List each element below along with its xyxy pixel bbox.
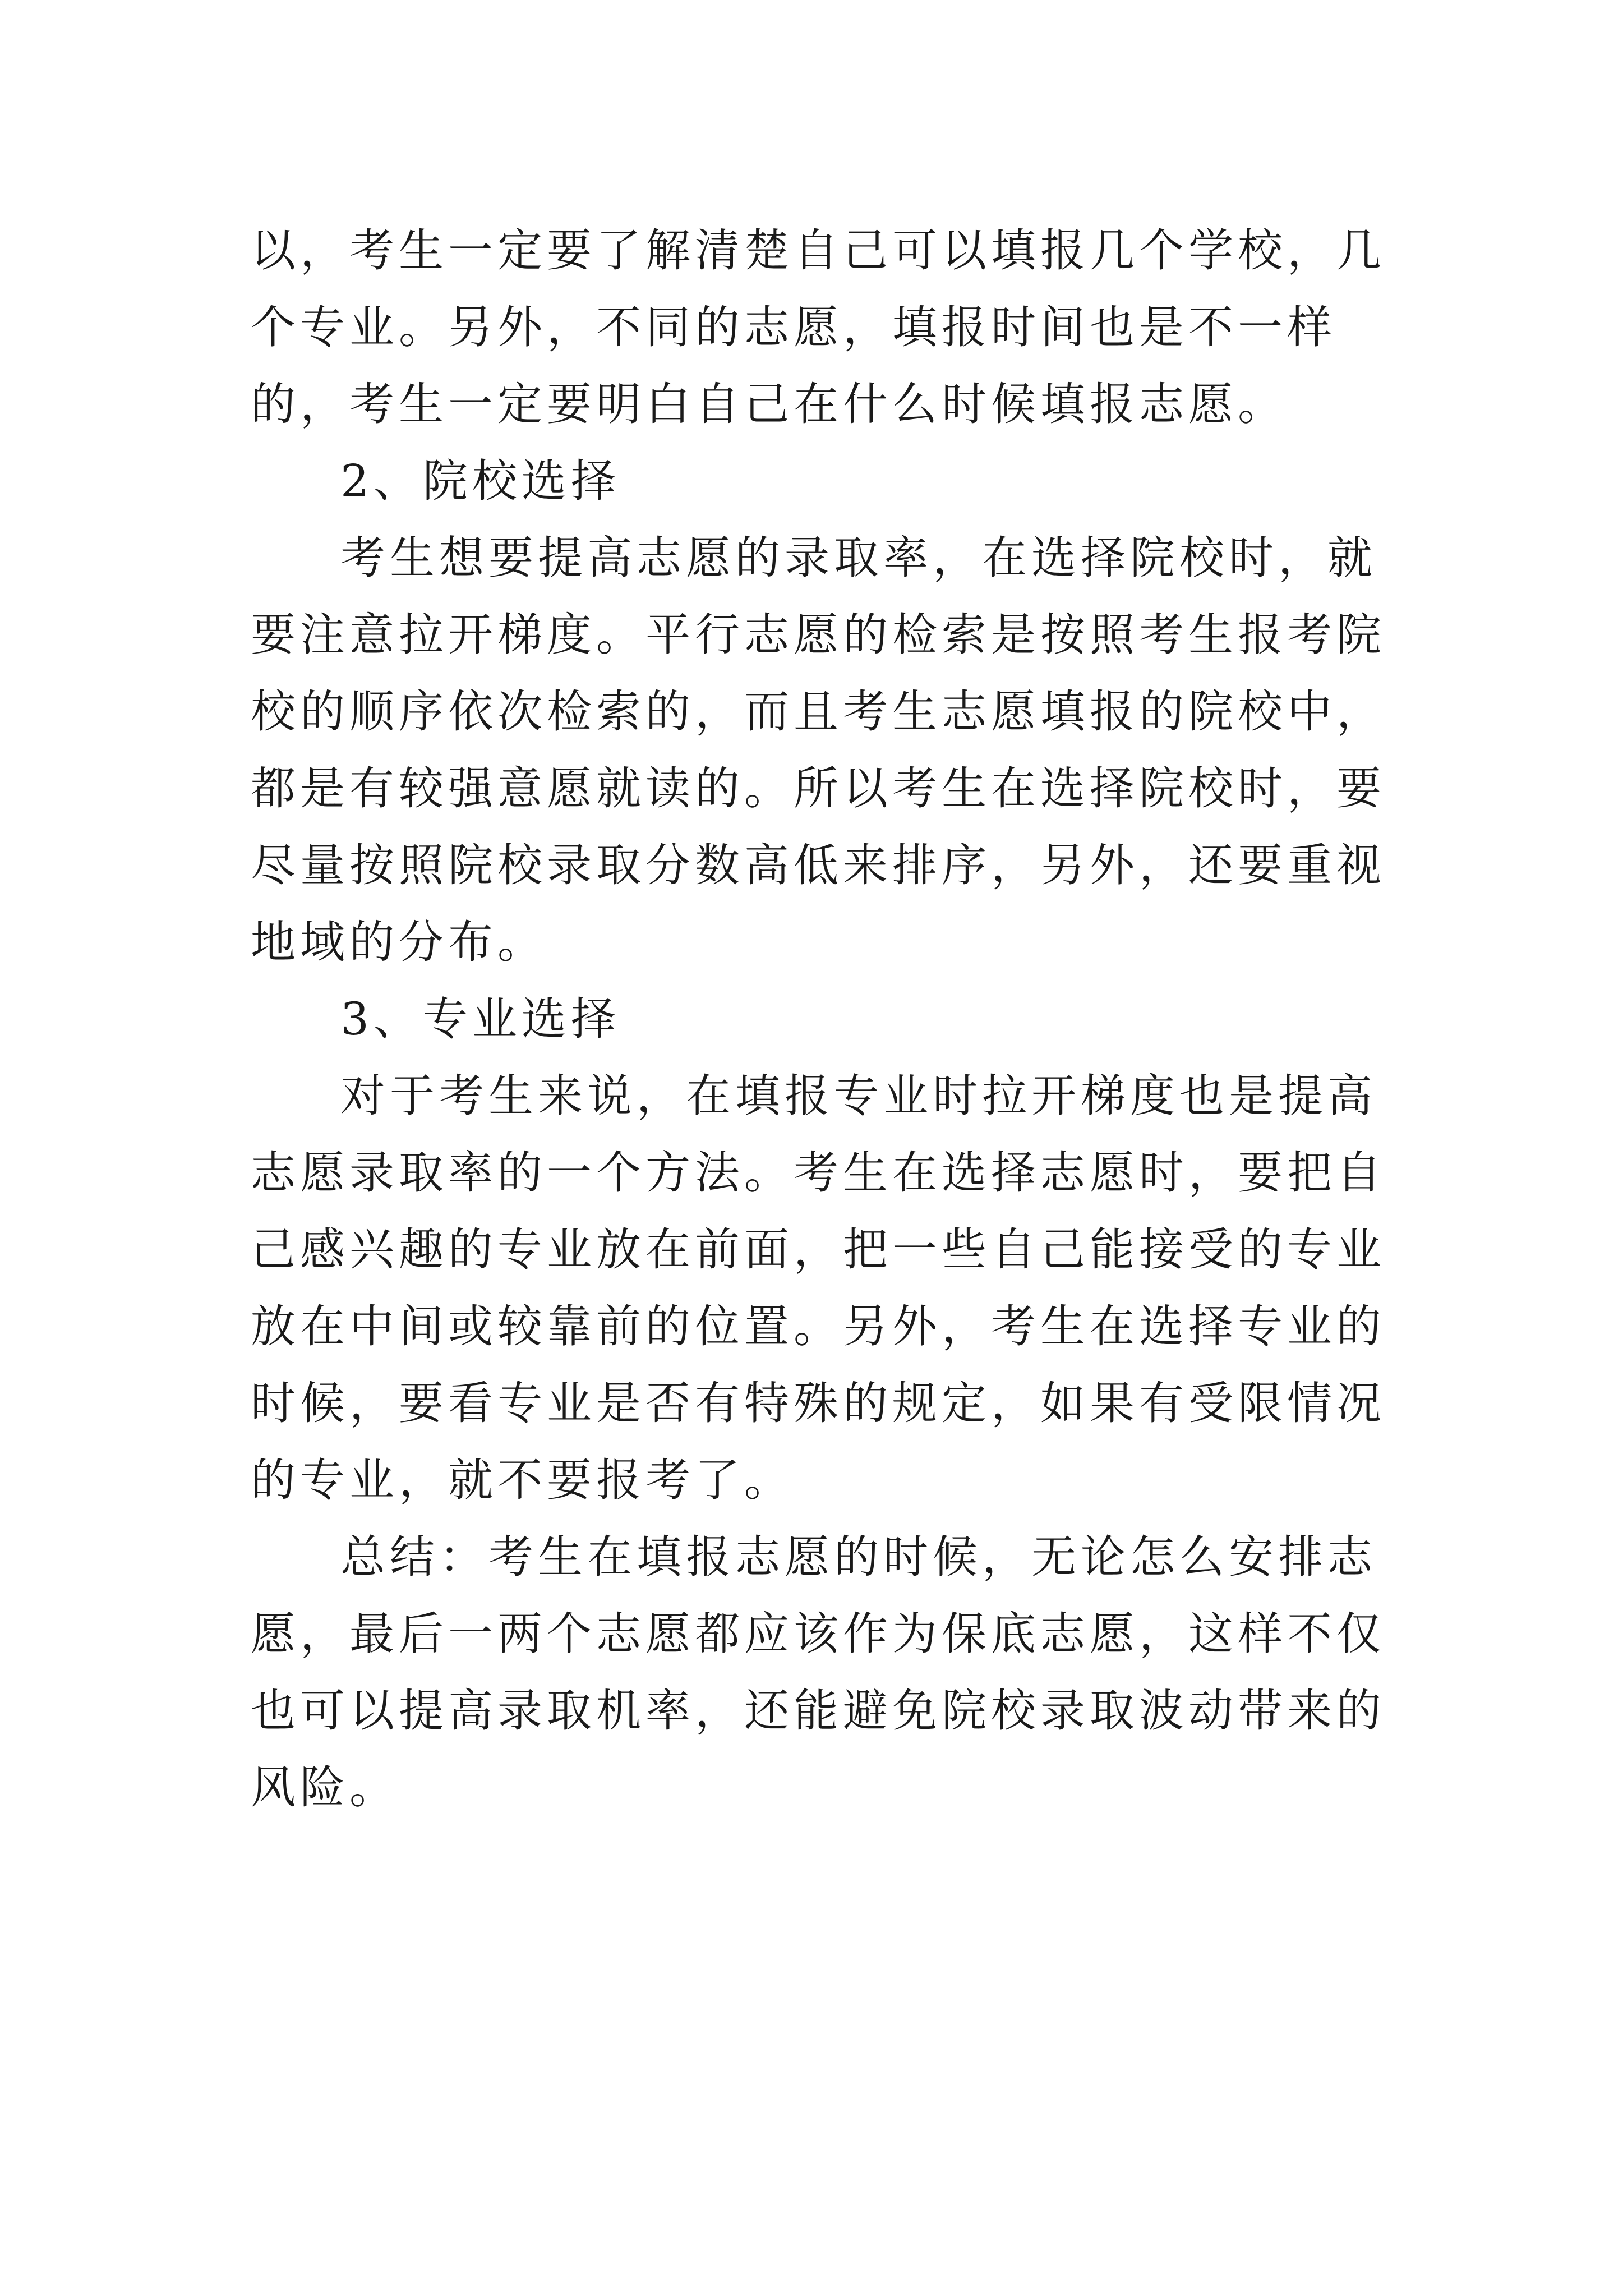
section-heading-school-selection: 2、院校选择	[340, 455, 620, 507]
paragraph-major-selection: 对于考生来说，在填报专业时拉开梯度也是提高志愿录取率的一个方法。考生在选择志愿时，要把自己感兴趣的专业放在前面，把一些自己能接受的专业放在中间或较靠前的位置。另外，考生在选择专业的时候，要看专业是否有特殊的规定，如果有受限情况的专业，就不要报考了。	[251, 1070, 1386, 1506]
paragraph-summary: 总结：考生在填报志愿的时候，无论怎么安排志愿，最后一两个志愿都应该作为保底志愿，这样不仅也可以提高录取机率，还能避免院校录取波动带来的风险。	[251, 1531, 1386, 1814]
paragraph-intro-continued: 以，考生一定要了解清楚自己可以填报几个学校，几个专业。另外，不同的志愿，填报时间也是不一样的，考生一定要明白自己在什么时候填报志愿。	[251, 224, 1386, 430]
document-body	[251, 212, 1395, 1826]
section-heading-major-selection: 3、专业选择	[340, 993, 620, 1045]
paragraph-school-selection: 考生想要提高志愿的录取率，在选择院校时，就要注意拉开梯度。平行志愿的检索是按照考生报考院校的顺序依次检索的，而且考生志愿填报的院校中，都是有较强意愿就读的。所以考生在选择院校时，要尽量按照院校录取分数高低来排序，另外，还要重视地域的分布。	[251, 532, 1386, 968]
